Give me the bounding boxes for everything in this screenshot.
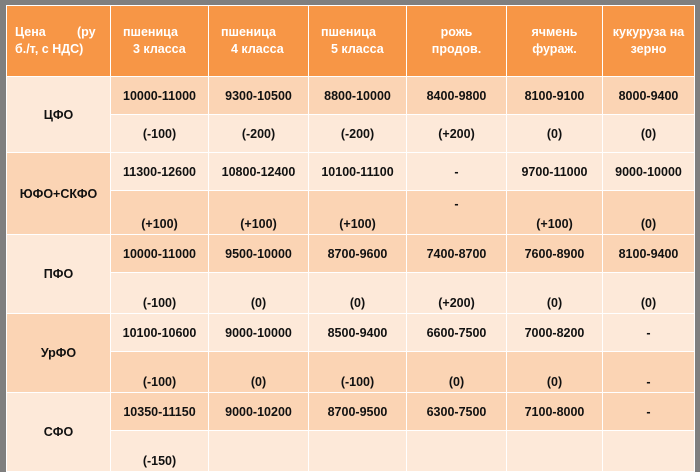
price-cell: 10100-10600 — [111, 314, 209, 352]
price-cell: 8000-9400 — [603, 77, 695, 115]
header-col-rye — [407, 6, 507, 77]
change-cell: (+100) — [111, 191, 209, 235]
price-cell: 7400-8700 — [407, 235, 507, 273]
price-cell: 6600-7500 — [407, 314, 507, 352]
price-cell: - — [603, 393, 695, 431]
change-cell: (0) — [209, 352, 309, 393]
table-row — [7, 393, 695, 431]
col-line1: ячмень — [531, 25, 578, 39]
header-col-corn — [603, 6, 695, 77]
col-line1: пшеница — [321, 25, 376, 39]
price-cell: - — [603, 314, 695, 352]
change-cell: (-100) — [309, 352, 407, 393]
price-cell: - — [407, 153, 507, 191]
change-cell: (0) — [209, 273, 309, 314]
change-cell — [407, 431, 507, 472]
table-row — [7, 273, 695, 314]
col-line2: зерно — [630, 42, 667, 56]
change-cell: (-100) — [111, 273, 209, 314]
price-cell: 10800-12400 — [209, 153, 309, 191]
corner-line1: Цена (ру — [15, 25, 96, 39]
region-cell: УрФО — [7, 314, 111, 393]
table-row — [7, 352, 695, 393]
change-cell — [209, 431, 309, 472]
price-cell: 9000-10000 — [209, 314, 309, 352]
change-cell — [603, 431, 695, 472]
price-cell: 9500-10000 — [209, 235, 309, 273]
header-col-wheat5 — [309, 6, 407, 77]
price-cell: 10350-11150 — [111, 393, 209, 431]
col-line1: пшеница — [221, 25, 276, 39]
change-cell: (-100) — [111, 115, 209, 153]
price-cell: 10000-11000 — [111, 77, 209, 115]
table-row — [7, 235, 695, 273]
change-cell — [309, 431, 407, 472]
region-cell: ЦФО — [7, 77, 111, 153]
col-line2: 5 класса — [331, 42, 384, 56]
price-cell: 7600-8900 — [507, 235, 603, 273]
change-cell: (0) — [507, 273, 603, 314]
col-line2: 4 класса — [231, 42, 284, 56]
col-line2: фураж. — [532, 42, 577, 56]
price-cell: 8500-9400 — [309, 314, 407, 352]
change-cell: (0) — [603, 191, 695, 235]
price-cell: 8100-9400 — [603, 235, 695, 273]
change-cell: (+200) — [407, 115, 507, 153]
price-cell: 9300-10500 — [209, 77, 309, 115]
col-line1: рожь — [440, 25, 473, 39]
change-cell: (+200) — [407, 273, 507, 314]
price-cell: 8800-10000 — [309, 77, 407, 115]
col-line1: кукуруза на — [612, 25, 685, 39]
change-cell: (0) — [603, 115, 695, 153]
change-cell — [507, 431, 603, 472]
price-cell: 9700-11000 — [507, 153, 603, 191]
price-cell: 10100-11100 — [309, 153, 407, 191]
region-cell: ПФО — [7, 235, 111, 314]
header-corner — [7, 6, 111, 77]
price-cell: 9000-10200 — [209, 393, 309, 431]
header-row — [7, 6, 695, 77]
change-cell: (+100) — [309, 191, 407, 235]
col-line2: 3 класса — [133, 42, 186, 56]
region-cell: ЮФО+СКФО — [7, 153, 111, 235]
region-cell: СФО — [7, 393, 111, 472]
table-row — [7, 314, 695, 352]
table-row — [7, 431, 695, 472]
col-line1: пшеница — [123, 25, 178, 39]
col-line2: продов. — [431, 42, 482, 56]
change-cell: (0) — [603, 273, 695, 314]
price-cell: 7000-8200 — [507, 314, 603, 352]
header-col-wheat4 — [209, 6, 309, 77]
change-cell: (-100) — [111, 352, 209, 393]
price-cell: 7100-8000 — [507, 393, 603, 431]
change-cell: (0) — [507, 352, 603, 393]
price-cell: 8400-9800 — [407, 77, 507, 115]
table-row — [7, 115, 695, 153]
change-cell: - — [407, 191, 507, 235]
table-row — [7, 77, 695, 115]
price-cell: 8700-9500 — [309, 393, 407, 431]
grain-price-table — [6, 5, 695, 472]
change-cell: (+100) — [209, 191, 309, 235]
price-cell: 6300-7500 — [407, 393, 507, 431]
header-col-barley — [507, 6, 603, 77]
header-col-wheat3 — [111, 6, 209, 77]
price-cell: 10000-11000 — [111, 235, 209, 273]
change-cell: (0) — [309, 273, 407, 314]
corner-line2: б./т, с НДС) — [15, 42, 84, 56]
change-cell: (-150) — [111, 431, 209, 472]
change-cell: - — [603, 352, 695, 393]
change-cell: (0) — [507, 115, 603, 153]
price-cell: 9000-10000 — [603, 153, 695, 191]
price-cell: 8700-9600 — [309, 235, 407, 273]
change-cell: (+100) — [507, 191, 603, 235]
table-row — [7, 153, 695, 191]
price-cell: 8100-9100 — [507, 77, 603, 115]
change-cell: (0) — [407, 352, 507, 393]
table-row — [7, 191, 695, 235]
change-cell: (-200) — [209, 115, 309, 153]
change-cell: (-200) — [309, 115, 407, 153]
price-cell: 11300-12600 — [111, 153, 209, 191]
